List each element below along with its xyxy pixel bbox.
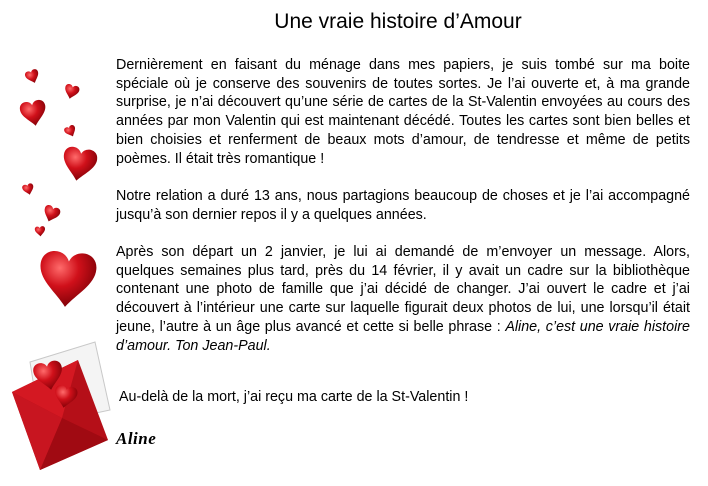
signature: Aline — [116, 429, 157, 448]
page-title: Une vraie histoire d’Amour — [274, 10, 522, 33]
closing-line: Au-delà de la mort, j’ai reçu ma carte de la St-Valentin ! — [119, 389, 469, 405]
paragraph-2: Notre relation a duré 13 ans, nous partagions beaucoup de choses et je l’ai accompagné jusqu’à son dernier repos il y a quelques années. — [116, 187, 690, 223]
large-heart-icon — [37, 250, 98, 310]
paragraph-1: Dernièrement en faisant du ménage dans mes papiers, je suis tombé sur ma boite spéciale où je conserve des souvenirs de toutes sortes. Je l’ai ouverte et, à ma grande surprise, je n’ai découvert qu’une série de cartes de la St-Valentin envoyées au cours des années par mon Valentin qui est maintenant décédé. Toutes les cartes sont bien belles et bien choisies et renferment de beaux mots d’amour, de tendresse et même de petits poèmes. Il était très romantique ! — [116, 57, 690, 167]
heart-icon — [19, 99, 49, 128]
letter-body — [116, 56, 690, 374]
small-heart-icon — [22, 183, 36, 196]
small-heart-icon — [63, 83, 81, 100]
small-heart-icon — [24, 68, 41, 85]
small-heart-icon — [63, 124, 78, 139]
heart-icon — [60, 145, 99, 183]
paragraph-3-text: Après son départ un 2 janvier, je lui ai demandé de m’envoyer un message. Alors, quelques semaines plus tard, près du 14 février, il y avait un cadre sur la bibliothèque contenant une photo de famille que j’ai décidé de changer. J’ai ouvert le cadre et j’ai découvert à l’intérieur une carte sur laquelle figurait deux photos de lui, une lorsqu’il était jeune, l’autre à un âge plus avancé et cette si belle phrase : — [116, 244, 690, 335]
love-letter-icon — [12, 342, 110, 470]
small-heart-icon — [35, 226, 46, 237]
hearts-decoration — [0, 0, 115, 486]
small-heart-icon — [41, 204, 61, 224]
paragraph-3 — [116, 243, 690, 355]
paragraph-3-quote: Aline, c’est une vraie histoire d’amour. Ton Jean-Paul. — [116, 318, 690, 354]
